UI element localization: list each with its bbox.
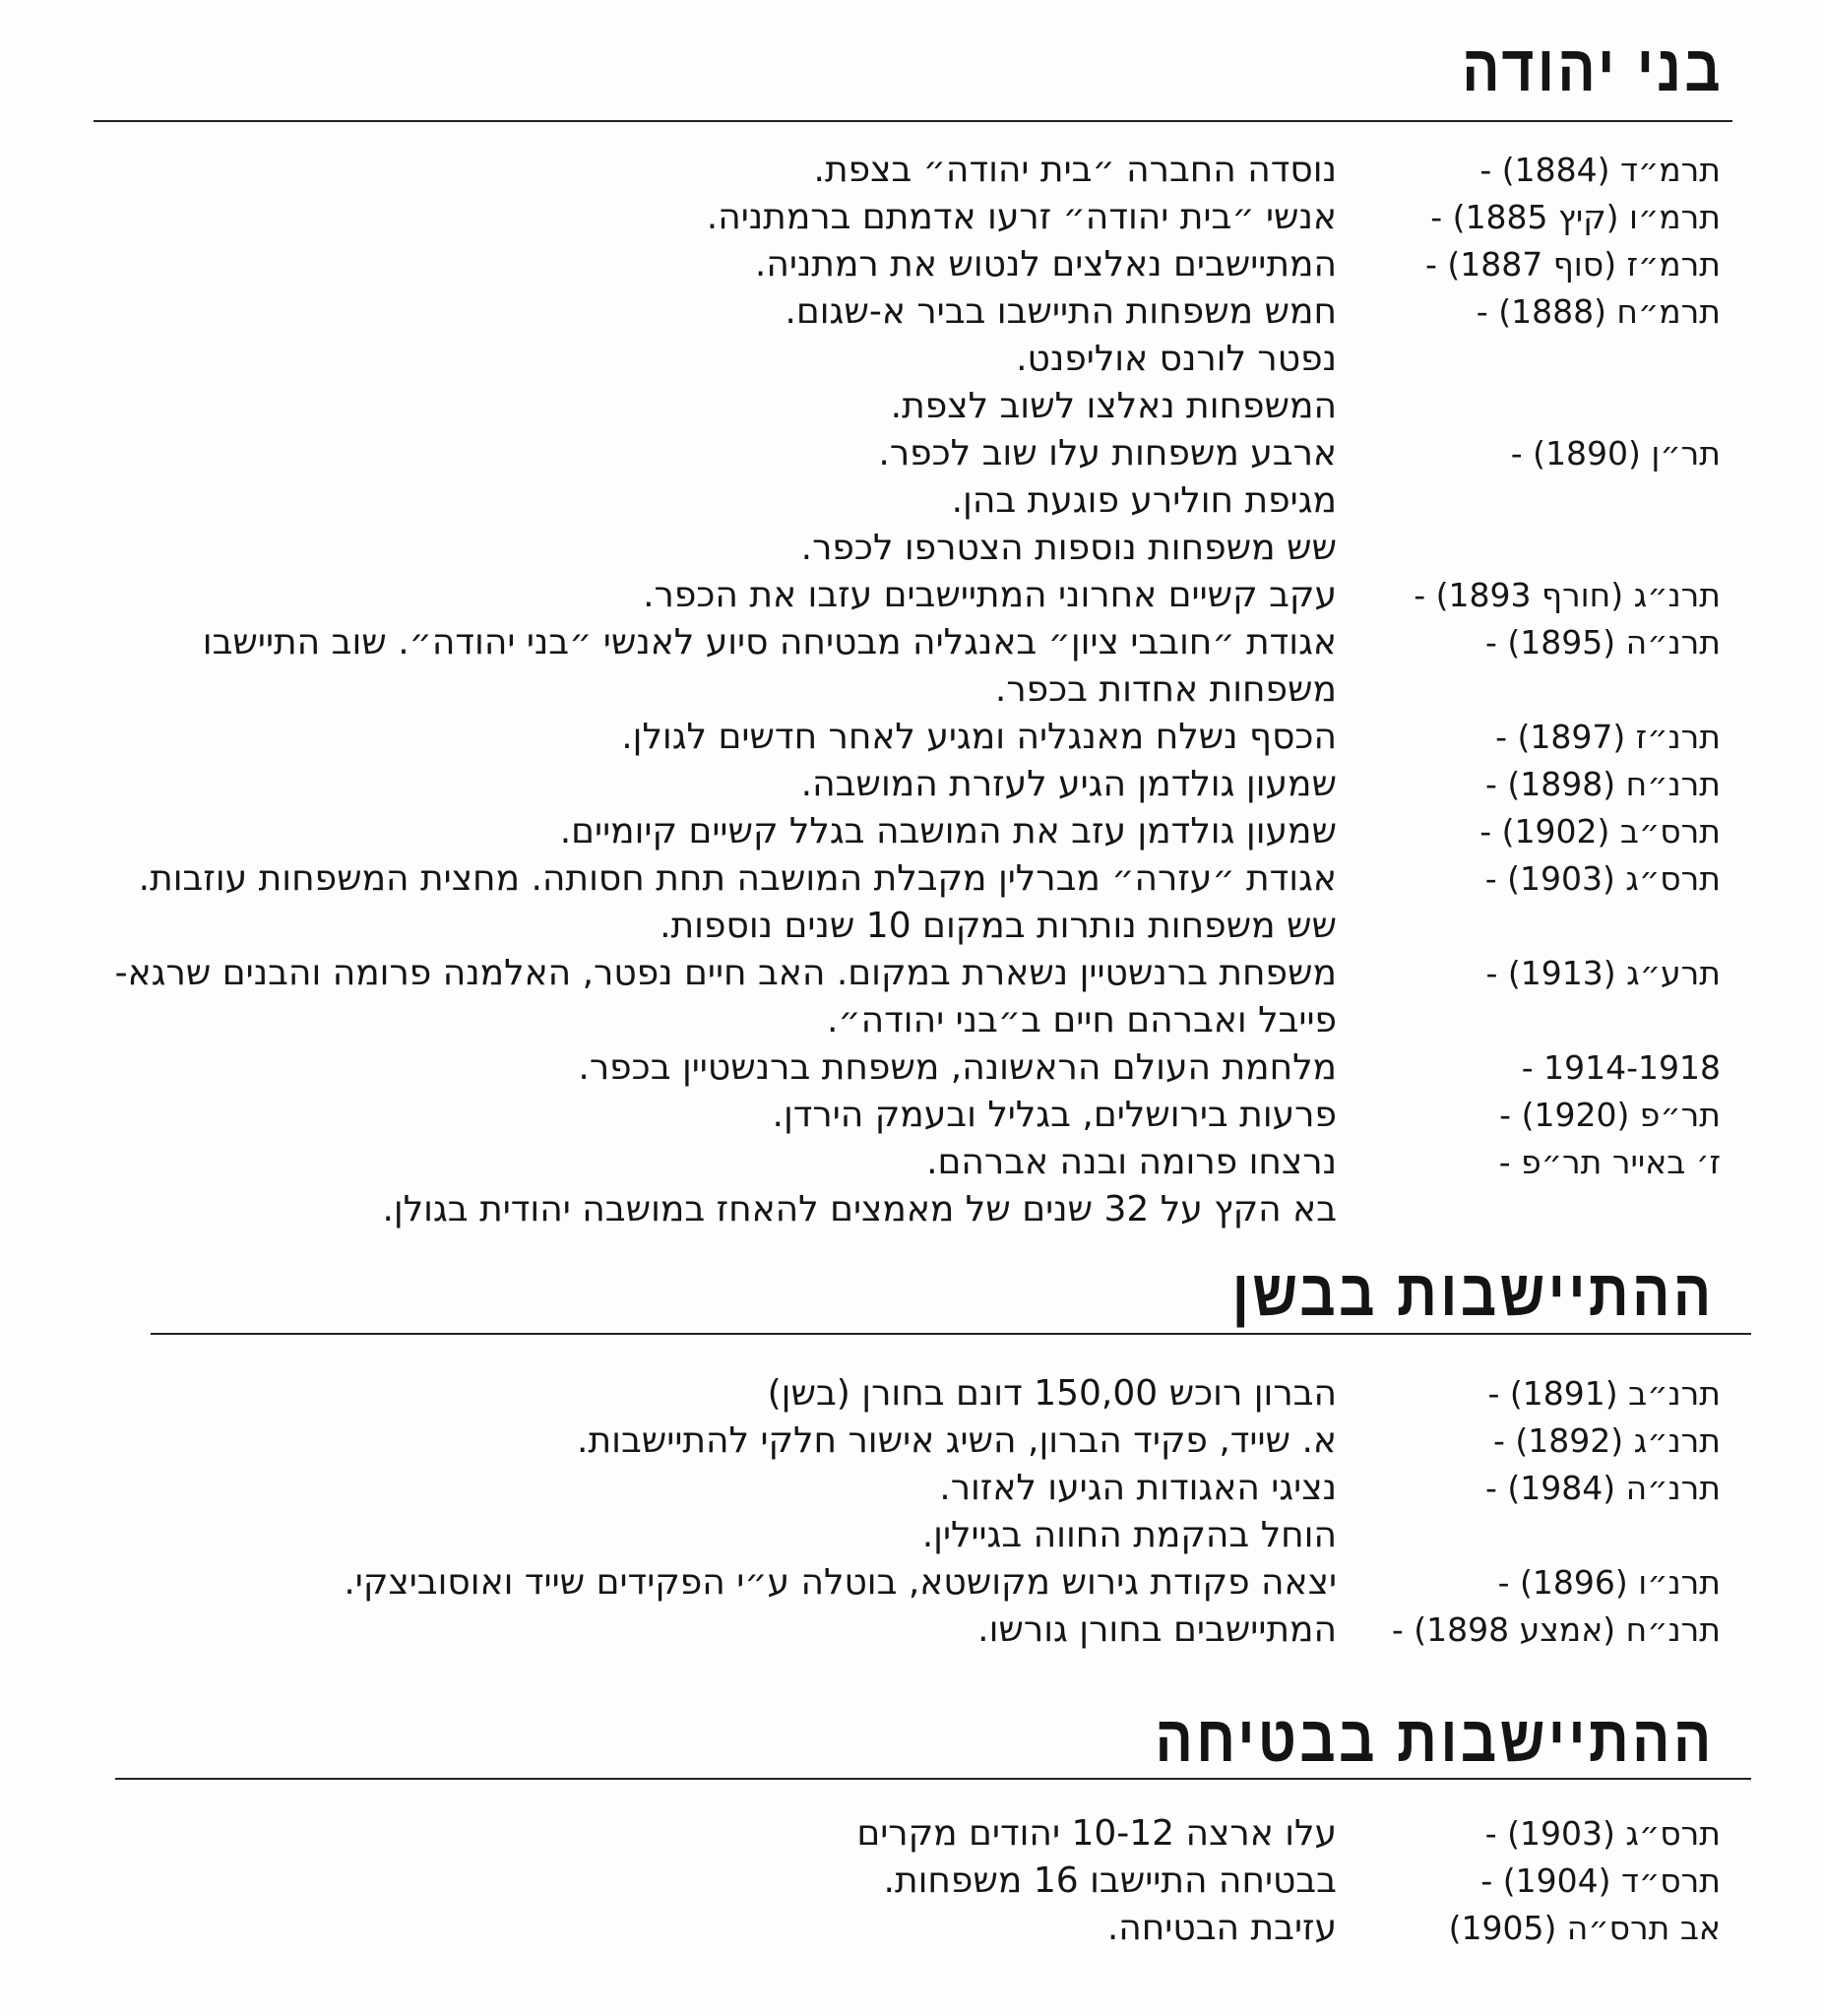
entry-date: תרנ״ז (1897) - [1495,718,1721,756]
timeline-entry [28,1810,1721,1858]
event-text: חמש משפחות התיישבו בביר א-שגום. [785,291,1337,332]
entry-events [28,808,1337,855]
event-text: עקב קשיים אחרוני המתיישבים עזבו את הכפר. [643,575,1337,615]
event-text: נרצחו פרומה ובנה אברהם. [926,1142,1337,1182]
entry-date: תרנ״ג (1892) - [1492,1421,1721,1460]
event-text: שמעון גולדמן הגיע לעזרת המושבה. [800,764,1337,804]
timeline-entry [28,619,1721,714]
entry-date: תרנ״ח (אמצע 1898) - [1391,1610,1721,1649]
event-text: ארבע משפחות עלו שוב לכפר. [878,433,1337,473]
event-text: משפחת ברנשטיין נשארת במקום. האב חיים נפטר, האלמנה פרומה והבנים שרגא- [114,953,1337,993]
entry-events [28,288,1337,430]
section-title: ההתיישבות בבשן [1232,1256,1715,1329]
entry-date: תר״ן (1890) - [1510,434,1721,472]
section-divider [115,1778,1751,1780]
entry-events [28,1810,1337,1858]
section-divider [94,120,1732,122]
entry-events [28,194,1337,241]
entry-events [28,1858,1337,1905]
entry-date: תרס״ג (1903) - [1484,859,1721,898]
timeline-entry [28,761,1721,808]
timeline-entry [28,1418,1721,1465]
event-text: שש משפחות נוספות הצטרפו לכפר. [800,528,1337,568]
timeline-entry [28,950,1721,1044]
entry-date: תרנ״ב (1891) - [1487,1374,1721,1413]
entry-date: אב תרס״ה (1905) [1448,1909,1721,1947]
entry-events [28,430,1337,572]
timeline-entry [28,1559,1721,1606]
event-text: נציגי האגודות הגיעו לאזור. [939,1468,1337,1508]
entry-date: ז׳ באייר תר״פ - [1498,1143,1721,1181]
event-text: הברון רוכש 150,00 דונם בחורן (בשן) [767,1373,1337,1414]
timeline-entry [28,714,1721,761]
timeline-entry [28,288,1721,430]
timeline-list [28,147,1721,1233]
timeline-list [28,1810,1721,1952]
event-text: אגודת ״עזרה״ מברלין מקבלת המושבה תחת חסותה. מחצית המשפחות עוזבות. [138,858,1337,899]
event-text: המתיישבים נאלצים לנטוש את רמתניה. [754,244,1337,284]
event-text: שמעון גולדמן עזב את המושבה בגלל קשיים קיומיים. [559,811,1337,851]
entry-date: תרס״ג (1903) - [1484,1814,1721,1853]
entry-events [28,761,1337,808]
event-text: משפחות אחדות בכפר. [994,669,1337,710]
entry-date: תרע״ג (1913) - [1485,954,1721,992]
entry-events [28,147,1337,194]
timeline-entry [28,1606,1721,1654]
timeline-entry [28,1858,1721,1905]
event-text: המתיישבים בחורן גורשו. [977,1609,1337,1650]
timeline-entry [28,194,1721,241]
event-text: בבטיחה התיישבו 16 משפחות. [883,1860,1337,1901]
entry-date: תרס״ב (1902) - [1479,812,1721,850]
section-divider [151,1333,1751,1335]
entry-date: תר״פ (1920) - [1499,1096,1721,1134]
entry-events [28,1606,1337,1654]
event-text: נפטר לורנס אוליפנט. [1016,339,1337,379]
timeline-entry [28,1905,1721,1952]
section-title: בני יהודה [1462,32,1724,104]
entry-date: תרמ״ו (קיץ 1885) - [1430,198,1721,236]
event-text: מגיפת חולירע פוגעת בהן. [951,480,1337,521]
entry-events [28,572,1337,619]
event-text: פרעות בירושלים, בגליל ובעמק הירדן. [772,1095,1337,1135]
entry-date: תרנ״ג (חורף 1893) - [1414,576,1721,614]
entry-date: תרמ״ד (1884) - [1479,151,1721,189]
timeline-entry [28,855,1721,950]
entry-events [28,1559,1337,1606]
entry-events [28,1092,1337,1139]
entry-date: תרנ״ח (1898) - [1485,765,1721,803]
entry-events [28,1044,1337,1092]
event-text: הוחל בהקמת החווה בגיילין. [921,1515,1337,1555]
event-text: יצאה פקודת גירוש מקושטא, בוטלה ע״י הפקידים שייד ואוסוביצקי. [344,1562,1337,1603]
event-text: בא הקץ על 32 שנים של מאמצים להאחז במושבה יהודית בגולן. [382,1189,1337,1229]
event-text: המשפחות נאלצו לשוב לצפת. [890,386,1337,426]
entry-events [28,241,1337,288]
timeline-entry [28,1139,1721,1233]
timeline-entry [28,430,1721,572]
entry-date: 1914-1918 - [1521,1048,1721,1087]
entry-date: תרמ״ח (1888) - [1476,292,1721,331]
timeline-entry [28,1370,1721,1418]
entry-events [28,714,1337,761]
event-text: נוסדה החברה ״בית יהודה״ בצפת. [813,150,1337,190]
entry-date: תרנ״ו (1896) - [1497,1563,1721,1602]
entry-events [28,1465,1337,1559]
event-text: מלחמת העולם הראשונה, משפחת ברנשטיין בכפר. [578,1047,1337,1088]
timeline-entry [28,1465,1721,1559]
entry-events [28,950,1337,1044]
timeline-entry [28,572,1721,619]
entry-date: תרנ״ה (1984) - [1485,1469,1721,1507]
section-title: ההתיישבות בבטיחה [1155,1702,1715,1775]
timeline-entry [28,147,1721,194]
event-text: שש משפחות נותרות במקום 10 שנים נוספות. [660,906,1337,946]
timeline-entry [28,241,1721,288]
entry-events [28,1418,1337,1465]
event-text: אנשי ״בית יהודה״ זרעו אדמתם ברמתניה. [706,197,1337,237]
entry-date: תרמ״ז (סוף 1887) - [1424,245,1721,284]
timeline-entry [28,1092,1721,1139]
event-text: עזיבת הבטיחה. [1106,1908,1337,1948]
event-text: הכסף נשלח מאנגליה ומגיע לאחר חדשים לגולן. [621,717,1337,757]
entry-events [28,1905,1337,1952]
event-text: עלו ארצה 10-12 יהודים מקרים [856,1813,1337,1854]
entry-events [28,1139,1337,1233]
timeline-entry [28,1044,1721,1092]
entry-events [28,619,1337,714]
timeline-list [28,1370,1721,1654]
event-text: אגודת ״חובבי ציון״ באנגליה מבטיחה סיוע לאנשי ״בני יהודה״. שוב התיישבו [202,622,1337,662]
entry-events [28,855,1337,950]
entry-events [28,1370,1337,1418]
timeline-entry [28,808,1721,855]
entry-date: תרס״ד (1904) - [1480,1861,1721,1900]
event-text: פייבל ואברהם חיים ב״בני יהודה״. [826,1000,1337,1040]
event-text: א. שייד, פקיד הברון, השיג אישור חלקי להתיישבות. [577,1420,1337,1461]
entry-date: תרנ״ה (1895) - [1485,623,1721,662]
